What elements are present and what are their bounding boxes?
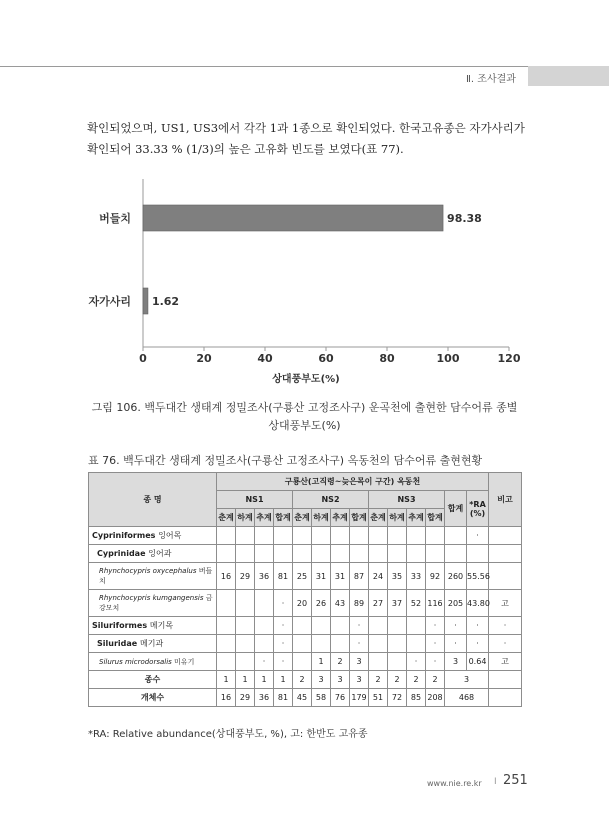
table-cell: ·: [274, 653, 293, 671]
individual-count-row: [89, 689, 522, 707]
table-cell: ·: [350, 617, 369, 635]
table-cell: 고: [489, 590, 522, 617]
figure-caption: [72, 399, 537, 435]
total-header: 합계: [445, 491, 467, 527]
footnote: *RA: Relative abundance(상대풍부도, %), 고: 한반도 고유종: [88, 729, 368, 740]
table-cell: ·: [255, 653, 274, 671]
table-cell: 58: [312, 689, 331, 707]
taxon-korean-name: 잉어목: [158, 531, 182, 540]
table-cell: [312, 545, 331, 563]
table-cell: [489, 689, 522, 707]
table-row: [89, 590, 522, 617]
table-cell: ·: [426, 617, 445, 635]
table-cell: ·: [426, 653, 445, 671]
taxon-name: [89, 527, 217, 545]
table-cell: [293, 653, 312, 671]
table-cell: 35: [388, 563, 407, 590]
table-cell: [369, 635, 388, 653]
table-cell: 43.80: [467, 590, 489, 617]
header-rule: [0, 66, 609, 67]
fish-table: [88, 472, 522, 707]
group-header-ns1: NS1: [217, 491, 293, 509]
taxon-latin-name: Rhynchocypris oxycephalus: [99, 567, 197, 575]
table-cell: ·: [467, 617, 489, 635]
table-cell: [236, 527, 255, 545]
x-tick-label: 120: [497, 352, 521, 365]
table-cell: [369, 545, 388, 563]
table-cell: [445, 545, 467, 563]
table-cell: [445, 527, 467, 545]
table-cell: 92: [426, 563, 445, 590]
table-cell: 205: [445, 590, 467, 617]
table-cell: [489, 671, 522, 689]
table-row: [89, 527, 522, 545]
species-count-label: 종수: [89, 671, 217, 689]
taxon-korean-name: 잉어과: [148, 549, 172, 558]
table-cell: 16: [217, 563, 236, 590]
table-cell: [331, 545, 350, 563]
table-row: [89, 653, 522, 671]
taxon-name: [89, 653, 217, 671]
subcol-header: 춘계: [217, 509, 236, 527]
x-tick-label: 100: [436, 352, 460, 365]
table-cell: [217, 653, 236, 671]
table-cell: 1: [312, 653, 331, 671]
table-cell: [312, 635, 331, 653]
table-cell: [255, 617, 274, 635]
table-cell: 76: [331, 689, 350, 707]
table-cell: [236, 590, 255, 617]
table-cell: ·: [467, 635, 489, 653]
category-label: 버들치: [99, 212, 131, 225]
x-tick-label: 0: [139, 352, 147, 365]
site-header: 구룡산(고직령~늦은목이 구간) 옥동천: [217, 473, 489, 491]
subcol-header: 합계: [350, 509, 369, 527]
x-axis-title: 상대풍부도(%): [272, 374, 340, 385]
table-cell: 고: [489, 653, 522, 671]
table-cell: 2: [369, 671, 388, 689]
table-cell: 3: [331, 671, 350, 689]
table-cell: 3: [445, 653, 467, 671]
body-line-1: 확인되었으며, US1, US3에서 각각 1과 1종으로 확인되었다. 한국고유종은 자가사리가: [87, 121, 525, 135]
note-header: 비고: [489, 473, 522, 527]
table-cell: 1: [217, 671, 236, 689]
table-cell: 2: [407, 671, 426, 689]
table-cell: [255, 590, 274, 617]
footer-url: www.nie.re.kr: [427, 779, 482, 788]
table-row: [89, 563, 522, 590]
subcol-header: 추계: [331, 509, 350, 527]
table-cell: 2: [426, 671, 445, 689]
table-cell: 1: [274, 671, 293, 689]
table-cell: [407, 635, 426, 653]
table-row: [89, 545, 522, 563]
table-cell: [293, 527, 312, 545]
table-cell: [255, 545, 274, 563]
table-cell: [331, 527, 350, 545]
table-cell: [426, 527, 445, 545]
subcol-header: 추계: [255, 509, 274, 527]
taxon-name: [89, 563, 217, 590]
table-cell: [293, 635, 312, 653]
table-cell: [236, 635, 255, 653]
taxon-korean-name: 미유기: [174, 657, 195, 666]
table-cell: [293, 545, 312, 563]
table-cell: 26: [312, 590, 331, 617]
taxon-latin-name: Cyprinidae: [97, 549, 146, 558]
taxon-latin-name: Siluriformes: [92, 621, 148, 630]
table-cell: [236, 617, 255, 635]
table-cell: 87: [350, 563, 369, 590]
body-line-2: 확인되어 33.33 % (1/3)의 높은 고유화 빈도를 보였다(표 77).: [87, 142, 404, 156]
category-label: 자가사리: [88, 295, 131, 308]
taxon-name: [89, 617, 217, 635]
table-cell: [312, 617, 331, 635]
table-cell: ·: [426, 635, 445, 653]
subcol-header: 춘계: [369, 509, 388, 527]
table-cell: ·: [445, 635, 467, 653]
section-title: Ⅱ. 조사결과: [466, 74, 516, 85]
table-cell: ·: [467, 527, 489, 545]
table-cell: 55.56: [467, 563, 489, 590]
table-cell: [388, 653, 407, 671]
table-cell: [388, 617, 407, 635]
taxon-latin-name: Cypriniformes: [92, 531, 156, 540]
table-cell: 81: [274, 689, 293, 707]
table-cell: 208: [426, 689, 445, 707]
x-tick-label: 60: [318, 352, 334, 365]
subcol-header: 하계: [388, 509, 407, 527]
table-cell: 31: [312, 563, 331, 590]
table-cell: 45: [293, 689, 312, 707]
table-row: [89, 635, 522, 653]
table-cell: [293, 617, 312, 635]
table-cell: [236, 653, 255, 671]
table-cell: 27: [369, 590, 388, 617]
data-label: 98.38: [447, 212, 482, 225]
table-cell: [236, 545, 255, 563]
table-cell: [489, 563, 522, 590]
table-cell: ·: [274, 590, 293, 617]
table-cell: [217, 635, 236, 653]
table-cell: 3: [312, 671, 331, 689]
table-cell: [369, 527, 388, 545]
table-cell: 3: [350, 653, 369, 671]
table-cell: 0.64: [467, 653, 489, 671]
table-cell: [369, 617, 388, 635]
taxon-latin-name: Rhynchocypris kumgangensis: [99, 594, 204, 602]
bar-2: [143, 288, 148, 314]
table-cell: 16: [217, 689, 236, 707]
figure-caption-line-1: 그림 106. 백두대간 생태계 정밀조사(구룡산 고정조사구) 운곡천에 출현한 담수어류 종별: [91, 401, 518, 414]
table-cell: [369, 653, 388, 671]
table-cell: [255, 635, 274, 653]
page-number: 251: [503, 773, 528, 788]
x-tick-label: 20: [196, 352, 212, 365]
table-cell: [217, 590, 236, 617]
table-cell: 20: [293, 590, 312, 617]
table-cell: 36: [255, 689, 274, 707]
x-tick-label: 40: [257, 352, 273, 365]
taxon-korean-name: 버들치: [99, 567, 213, 585]
ra-header: *RA (%): [467, 491, 489, 527]
table-cell: ·: [489, 635, 522, 653]
table-cell: 33: [407, 563, 426, 590]
figure-caption-line-2: 상대풍부도(%): [268, 419, 341, 432]
table-cell: 468: [445, 689, 489, 707]
table-cell: [407, 617, 426, 635]
taxon-name: [89, 635, 217, 653]
table-cell: 29: [236, 689, 255, 707]
header-tab: [528, 66, 609, 86]
taxon-name: [89, 545, 217, 563]
table-cell: 89: [350, 590, 369, 617]
table-cell: 81: [274, 563, 293, 590]
subcol-header: 하계: [236, 509, 255, 527]
table-cell: 2: [331, 653, 350, 671]
taxon-korean-name: 메기목: [149, 621, 174, 630]
table-cell: 37: [388, 590, 407, 617]
individual-count-label: 개체수: [89, 689, 217, 707]
table-cell: 3: [445, 671, 489, 689]
subcol-header: 춘계: [293, 509, 312, 527]
table-cell: ·: [407, 653, 426, 671]
table-cell: 1: [255, 671, 274, 689]
taxon-latin-name: Silurus microdorsalis: [99, 657, 172, 666]
table-cell: [489, 545, 522, 563]
table-cell: [407, 545, 426, 563]
table-cell: [407, 527, 426, 545]
x-tick-label: 80: [379, 352, 395, 365]
table-cell: 260: [445, 563, 467, 590]
table-cell: [350, 545, 369, 563]
taxon-korean-name: 금강모치: [99, 594, 213, 612]
table-cell: 36: [255, 563, 274, 590]
table-cell: [217, 527, 236, 545]
table-cell: [489, 527, 522, 545]
table-cell: [388, 527, 407, 545]
abundance-chart: [80, 176, 530, 391]
taxon-korean-name: 메기과: [139, 639, 164, 648]
subcol-header: 합계: [274, 509, 293, 527]
table-cell: 85: [407, 689, 426, 707]
table-cell: 24: [369, 563, 388, 590]
table-cell: [426, 545, 445, 563]
table-cell: 31: [331, 563, 350, 590]
taxon-latin-name: Siluridae: [97, 639, 138, 648]
table-cell: 25: [293, 563, 312, 590]
subcol-header: 하계: [312, 509, 331, 527]
table-cell: ·: [445, 617, 467, 635]
group-header-ns3: NS3: [369, 491, 445, 509]
table-cell: [217, 545, 236, 563]
table-row: [89, 617, 522, 635]
table-cell: [331, 617, 350, 635]
table-cell: ·: [489, 617, 522, 635]
taxon-name: [89, 590, 217, 617]
footer-separator: I: [494, 777, 497, 787]
bar-1: [143, 205, 443, 231]
data-label: 1.62: [151, 295, 180, 308]
table-cell: 3: [350, 671, 369, 689]
group-header-ns2: NS2: [293, 491, 369, 509]
table-cell: [274, 527, 293, 545]
table-cell: ·: [274, 635, 293, 653]
table-cell: ·: [274, 617, 293, 635]
table-cell: 2: [293, 671, 312, 689]
table-cell: [388, 635, 407, 653]
table-cell: [274, 545, 293, 563]
species-header: 종 명: [89, 473, 217, 527]
table-cell: ·: [350, 635, 369, 653]
table-cell: [388, 545, 407, 563]
table-cell: [255, 527, 274, 545]
table-cell: [467, 545, 489, 563]
table-cell: 72: [388, 689, 407, 707]
table-cell: 29: [236, 563, 255, 590]
species-count-row: [89, 671, 522, 689]
table-cell: [217, 617, 236, 635]
table-title: 표 76. 백두대간 생태계 정밀조사(구룡산 고정조사구) 옥동천의 담수어류 출현현황: [88, 454, 483, 467]
table-cell: 2: [388, 671, 407, 689]
table-cell: 43: [331, 590, 350, 617]
table-cell: 1: [236, 671, 255, 689]
table-cell: [331, 635, 350, 653]
table-cell: [350, 527, 369, 545]
subcol-header: 추계: [407, 509, 426, 527]
table-cell: 52: [407, 590, 426, 617]
body-paragraph: [87, 118, 537, 160]
table-cell: 179: [350, 689, 369, 707]
subcol-header: 합계: [426, 509, 445, 527]
table-cell: 51: [369, 689, 388, 707]
table-cell: [312, 527, 331, 545]
table-cell: 116: [426, 590, 445, 617]
